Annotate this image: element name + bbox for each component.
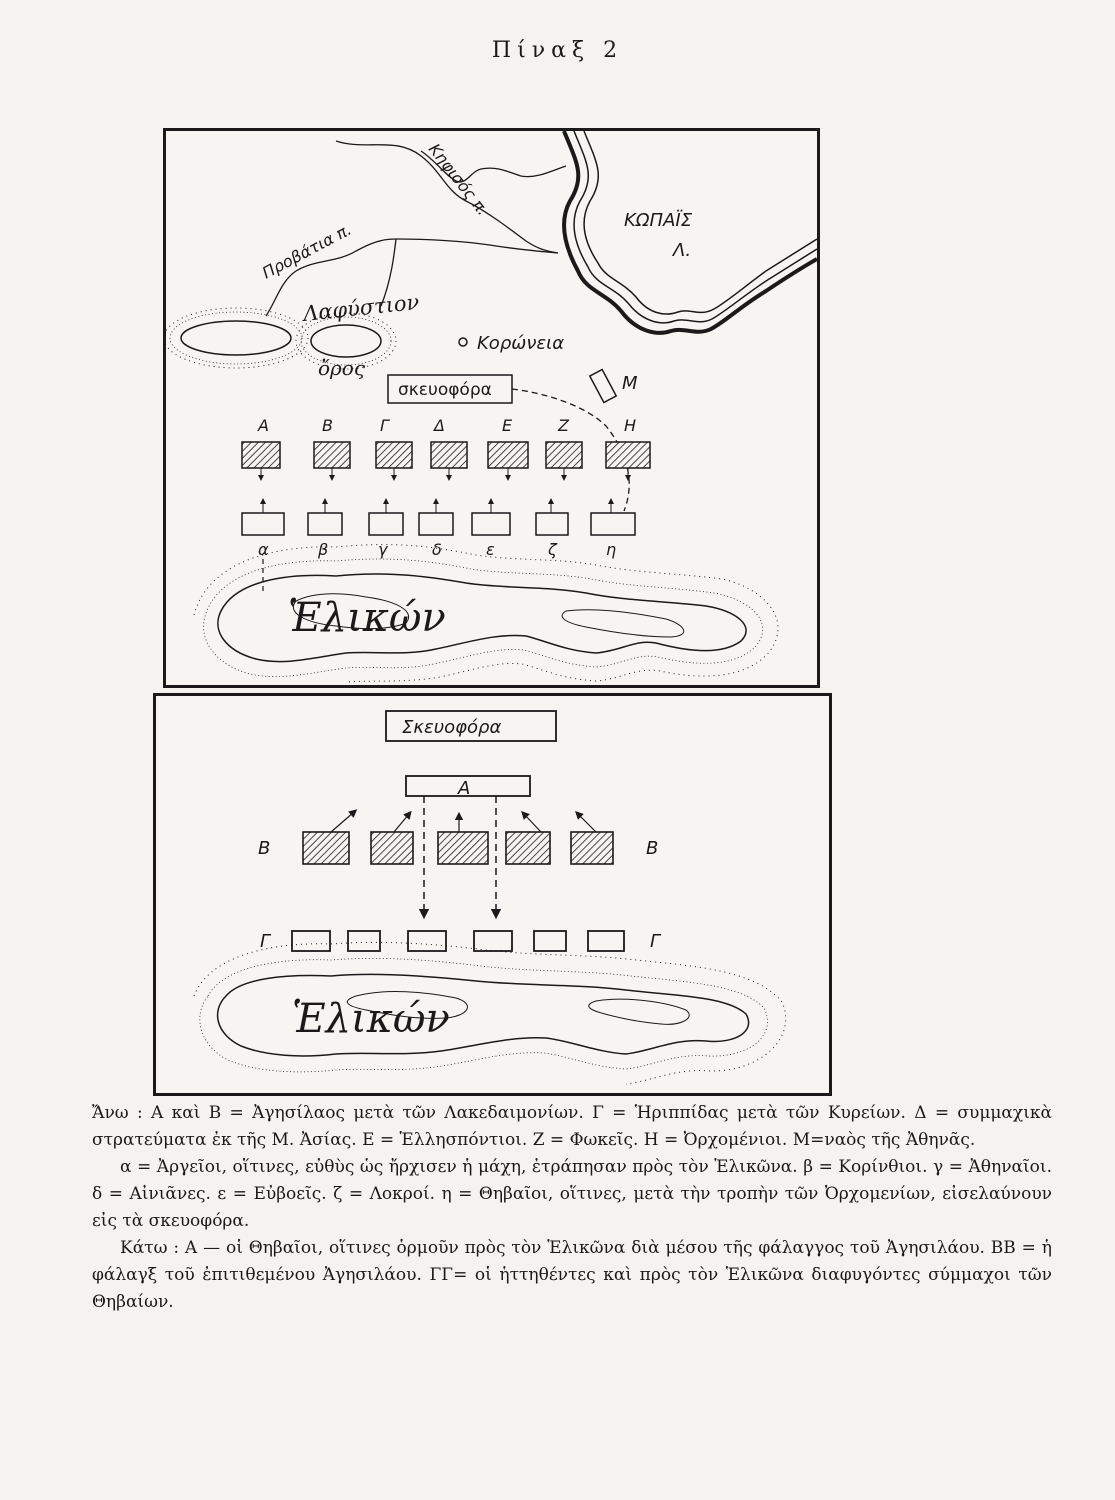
figure-caption: [92, 1100, 1052, 1316]
temple-marker: [590, 369, 616, 402]
phalanx-unit-3: [438, 816, 488, 864]
label-kifisos-river: Κηφισός π.: [424, 139, 493, 220]
ally-unit-1: [292, 931, 330, 951]
label-koroneia: Κορώνεια: [477, 333, 565, 354]
svg-text:Β: Β: [322, 416, 333, 435]
phalanx-unit-1: [303, 812, 354, 864]
ally-unit-6: [588, 931, 624, 951]
ally-unit-4: [474, 931, 512, 951]
label-baggage: σκευοφόρα: [398, 380, 492, 400]
svg-text:β: β: [318, 540, 329, 559]
ally-unit-2: [348, 931, 380, 951]
unit-upper-1: [242, 416, 280, 478]
unit-lower-5: [472, 501, 510, 559]
label-temple: Μ: [622, 373, 638, 394]
label-flank-left: Β: [258, 838, 271, 859]
unit-lower-4: [419, 501, 453, 559]
unit-lower-3: [369, 501, 403, 559]
label-helicon-bottom: Ἑλικών: [292, 996, 450, 1042]
page-title: Πίναξ 2: [491, 38, 624, 63]
svg-text:Α: Α: [258, 416, 269, 435]
mountain-helicon-bottom: [194, 942, 786, 1084]
unit-upper-4: [431, 416, 467, 478]
ally-unit-5: [534, 931, 566, 951]
unit-upper-3: [376, 416, 412, 478]
top-battle-map: [163, 128, 820, 688]
label-flank-right: Β: [646, 838, 659, 859]
svg-text:Η: Η: [624, 416, 637, 435]
unit-lower-7: [591, 501, 635, 559]
agesilaus-phalanx: [303, 812, 613, 864]
svg-text:α: α: [258, 540, 269, 559]
caption-top-legend: Ἄνω : Α καὶ Β = Ἀγησίλαος μετὰ τῶν Λακεδαιμονίων. Γ = Ἡριππίδας μετὰ τῶν Κυρείων. Δ = συμμαχικὰ στρατεύματα ἐκ τῆς Μ. Ἀσίας. Ε = Ἑλλησπόντιοι. Ζ = Φωκεῖς. Η = Ὀρχομένιοι. Μ=ναὸς τῆς Ἀθηνᾶς.: [92, 1103, 1052, 1150]
defeated-allies: [292, 931, 624, 951]
lake-kopais-shore: [564, 131, 817, 333]
caption-lower-units-legend: α = Ἀργεῖοι, οἵτινες, εὐθὺς ὡς ἤρχισεν ἡ μάχη, ἐτράπησαν πρὸς τὸν Ἑλικῶνα. β = Κορίνθιοι. γ = Ἀθηναῖοι. δ = Αἰνιᾶνες. ε = Εὐβοεῖς. ζ = Λοκροί. η = Θηβαῖοι, οἵτινες, μετὰ τὴν τροπὴν τῶν Ὀρχομενίων, εἰσελαύνουν εἰς τὰ σκευοφόρα.: [92, 1157, 1052, 1231]
unit-lower-1: [242, 501, 284, 559]
mountain-helicon-top: [194, 545, 778, 682]
town-marker-koroneia: [459, 338, 467, 346]
unit-lower-2: [308, 501, 342, 559]
svg-text:δ: δ: [432, 540, 442, 559]
label-provatia-river: Προβάτια π.: [258, 219, 355, 283]
ally-unit-3: [408, 931, 446, 951]
label-mount: ὄρος: [318, 356, 366, 380]
unit-upper-2: [314, 416, 350, 478]
svg-text:Δ: Δ: [434, 416, 445, 435]
lower-units: [242, 501, 635, 559]
svg-text:η: η: [606, 540, 617, 559]
unit-upper-5: [488, 416, 528, 478]
unit-upper-7: [606, 416, 650, 478]
svg-text:ζ: ζ: [548, 540, 557, 559]
svg-text:Ε: Ε: [502, 416, 513, 435]
svg-text:γ: γ: [378, 540, 388, 559]
label-allies-left: Γ: [260, 931, 271, 952]
label-baggage-bottom: Σκευοφόρα: [402, 717, 502, 738]
caption-bottom-legend: Κάτω : Α — οἱ Θηβαῖοι, οἵτινες ὁρμοῦν πρὸς τὸν Ἑλικῶνα διὰ μέσου τῆς φάλαγγος τοῦ Ἀγησιλάου. ΒΒ = ἡ φάλαγξ τοῦ ἐπιτιθεμένου Ἀγησιλάου. ΓΓ= οἱ ἡττηθέντες καὶ πρὸς τὸν Ἑλικῶνα διαφυγόντες σύμμαχοι τῶν Θηβαίων.: [92, 1238, 1052, 1312]
label-thebans: Α: [458, 778, 471, 799]
unit-upper-6: [546, 416, 582, 478]
svg-text:Γ: Γ: [380, 416, 389, 435]
bottom-battle-map: [153, 693, 832, 1096]
label-allies-right: Γ: [650, 931, 661, 952]
phalanx-unit-5: [571, 814, 613, 864]
label-lake-suffix: Λ.: [673, 240, 692, 261]
phalanx-unit-4: [506, 814, 550, 864]
phalanx-unit-2: [371, 814, 413, 864]
unit-lower-6: [536, 501, 568, 559]
svg-text:Ζ: Ζ: [558, 416, 569, 435]
upper-units: [242, 416, 650, 478]
svg-text:ε: ε: [486, 540, 495, 559]
label-laphystion: Λαφύστιον: [302, 289, 421, 326]
label-helicon-top: Ἑλικών: [288, 595, 446, 641]
label-lake-kopais: ΚΩΠΑΪΣ: [624, 210, 693, 231]
